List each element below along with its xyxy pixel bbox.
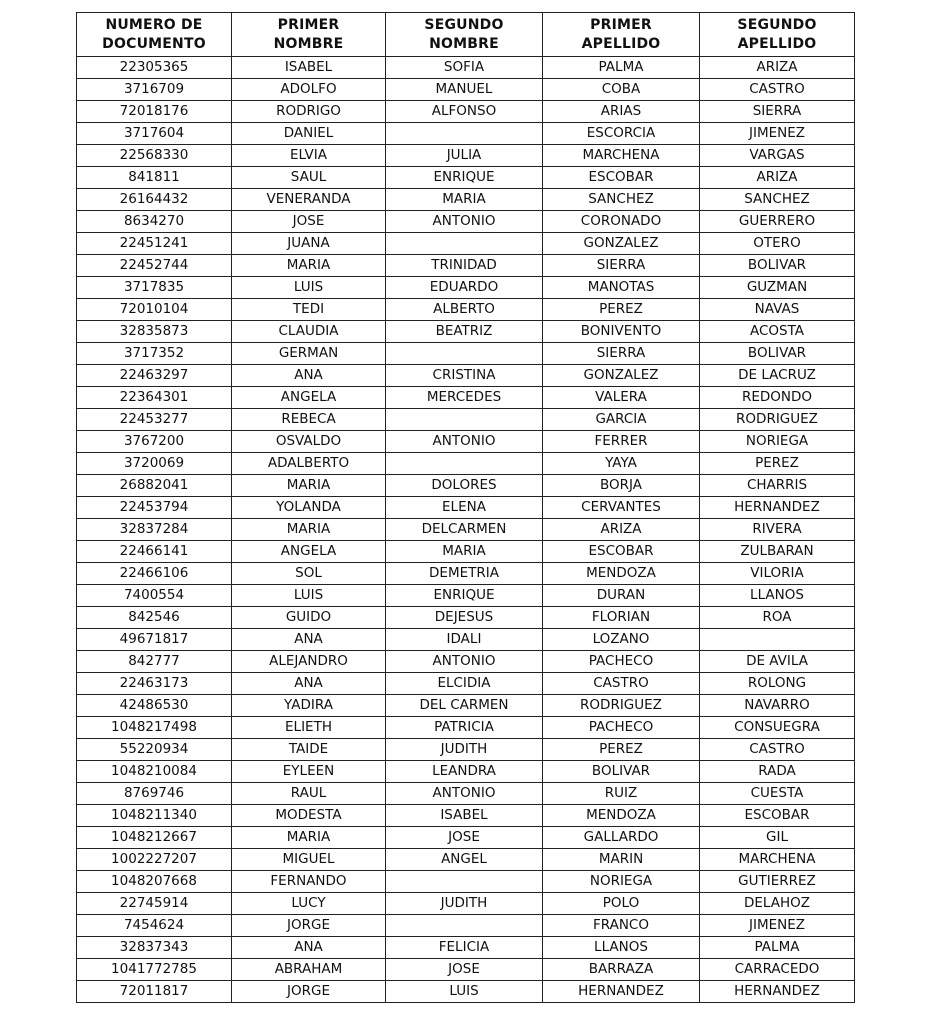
segundo-apellido-cell: GUERRERO xyxy=(700,211,855,233)
table-row xyxy=(77,211,855,233)
primer-apellido-cell: MARIN xyxy=(543,849,700,871)
segundo-apellido-cell: HERNANDEZ xyxy=(700,497,855,519)
numero-documento-cell: 3720069 xyxy=(77,453,232,475)
segundo-apellido-cell: ZULBARAN xyxy=(700,541,855,563)
table-row xyxy=(77,871,855,893)
header-primer-nombre: PRIMER NOMBRE xyxy=(232,13,386,57)
segundo-apellido-cell: NAVARRO xyxy=(700,695,855,717)
numero-documento-cell: 842546 xyxy=(77,607,232,629)
primer-apellido-cell: LOZANO xyxy=(543,629,700,651)
segundo-apellido-cell: RIVERA xyxy=(700,519,855,541)
table-row xyxy=(77,409,855,431)
numero-documento-cell: 3717604 xyxy=(77,123,232,145)
segundo-nombre-cell xyxy=(386,233,543,255)
primer-apellido-cell: CORONADO xyxy=(543,211,700,233)
numero-documento-cell: 22453277 xyxy=(77,409,232,431)
table-row xyxy=(77,299,855,321)
numero-documento-cell: 3767200 xyxy=(77,431,232,453)
primer-apellido-cell: HERNANDEZ xyxy=(543,981,700,1003)
table-row xyxy=(77,277,855,299)
table-header xyxy=(77,13,855,57)
numero-documento-cell: 7400554 xyxy=(77,585,232,607)
table-row xyxy=(77,717,855,739)
segundo-apellido-cell: REDONDO xyxy=(700,387,855,409)
segundo-apellido-cell: PALMA xyxy=(700,937,855,959)
segundo-apellido-cell: CARRACEDO xyxy=(700,959,855,981)
segundo-apellido-cell: RADA xyxy=(700,761,855,783)
primer-apellido-cell: RODRIGUEZ xyxy=(543,695,700,717)
segundo-apellido-cell: LLANOS xyxy=(700,585,855,607)
numero-documento-cell: 55220934 xyxy=(77,739,232,761)
primer-nombre-cell: ANA xyxy=(232,937,386,959)
primer-nombre-cell: CLAUDIA xyxy=(232,321,386,343)
segundo-nombre-cell: EDUARDO xyxy=(386,277,543,299)
table-row xyxy=(77,761,855,783)
primer-apellido-cell: ESCOBAR xyxy=(543,167,700,189)
numero-documento-cell: 22452744 xyxy=(77,255,232,277)
primer-apellido-cell: MENDOZA xyxy=(543,563,700,585)
primer-nombre-cell: MARIA xyxy=(232,827,386,849)
primer-apellido-cell: PEREZ xyxy=(543,739,700,761)
segundo-nombre-cell xyxy=(386,871,543,893)
segundo-nombre-cell: LEANDRA xyxy=(386,761,543,783)
segundo-nombre-cell xyxy=(386,123,543,145)
registry-table xyxy=(76,12,855,1003)
numero-documento-cell: 32835873 xyxy=(77,321,232,343)
segundo-apellido-cell: SANCHEZ xyxy=(700,189,855,211)
numero-documento-cell: 22463173 xyxy=(77,673,232,695)
primer-nombre-cell: ANGELA xyxy=(232,387,386,409)
primer-apellido-cell: SANCHEZ xyxy=(543,189,700,211)
primer-apellido-cell: ARIAS xyxy=(543,101,700,123)
table-row xyxy=(77,585,855,607)
primer-apellido-cell: PEREZ xyxy=(543,299,700,321)
segundo-apellido-cell: ROLONG xyxy=(700,673,855,695)
primer-nombre-cell: ISABEL xyxy=(232,57,386,79)
table-row xyxy=(77,541,855,563)
primer-nombre-cell: MARIA xyxy=(232,519,386,541)
segundo-nombre-cell: ALBERTO xyxy=(386,299,543,321)
segundo-nombre-cell: JOSE xyxy=(386,827,543,849)
primer-nombre-cell: ELIETH xyxy=(232,717,386,739)
segundo-nombre-cell: ANTONIO xyxy=(386,211,543,233)
numero-documento-cell: 22453794 xyxy=(77,497,232,519)
numero-documento-cell: 1041772785 xyxy=(77,959,232,981)
numero-documento-cell: 72010104 xyxy=(77,299,232,321)
table-row xyxy=(77,607,855,629)
primer-nombre-cell: RODRIGO xyxy=(232,101,386,123)
table-row xyxy=(77,937,855,959)
segundo-apellido-cell: GIL xyxy=(700,827,855,849)
primer-apellido-cell: ESCOBAR xyxy=(543,541,700,563)
numero-documento-cell: 1002227207 xyxy=(77,849,232,871)
segundo-nombre-cell: DEJESUS xyxy=(386,607,543,629)
primer-nombre-cell: ABRAHAM xyxy=(232,959,386,981)
table-body xyxy=(77,57,855,1003)
segundo-nombre-cell: JOSE xyxy=(386,959,543,981)
table-row xyxy=(77,123,855,145)
numero-documento-cell: 842777 xyxy=(77,651,232,673)
primer-nombre-cell: FERNANDO xyxy=(232,871,386,893)
segundo-nombre-cell xyxy=(386,409,543,431)
numero-documento-cell: 22463297 xyxy=(77,365,232,387)
segundo-nombre-cell: JUDITH xyxy=(386,739,543,761)
header-segundo-nombre: SEGUNDO NOMBRE xyxy=(386,13,543,57)
numero-documento-cell: 22364301 xyxy=(77,387,232,409)
segundo-apellido-cell: VARGAS xyxy=(700,145,855,167)
segundo-apellido-cell: VILORIA xyxy=(700,563,855,585)
primer-apellido-cell: BORJA xyxy=(543,475,700,497)
segundo-apellido-cell: DE AVILA xyxy=(700,651,855,673)
primer-apellido-cell: RUIZ xyxy=(543,783,700,805)
segundo-apellido-cell: ESCOBAR xyxy=(700,805,855,827)
numero-documento-cell: 3717835 xyxy=(77,277,232,299)
table-row xyxy=(77,167,855,189)
primer-apellido-cell: VALERA xyxy=(543,387,700,409)
table-row xyxy=(77,783,855,805)
segundo-apellido-cell: HERNANDEZ xyxy=(700,981,855,1003)
segundo-apellido-cell: MARCHENA xyxy=(700,849,855,871)
segundo-apellido-cell: DELAHOZ xyxy=(700,893,855,915)
table-row xyxy=(77,673,855,695)
primer-apellido-cell: GONZALEZ xyxy=(543,365,700,387)
primer-nombre-cell: REBECA xyxy=(232,409,386,431)
segundo-apellido-cell: JIMENEZ xyxy=(700,123,855,145)
primer-nombre-cell: MIGUEL xyxy=(232,849,386,871)
segundo-nombre-cell: TRINIDAD xyxy=(386,255,543,277)
primer-apellido-cell: DURAN xyxy=(543,585,700,607)
table-row xyxy=(77,519,855,541)
table-row xyxy=(77,805,855,827)
numero-documento-cell: 22466141 xyxy=(77,541,232,563)
primer-nombre-cell: TAIDE xyxy=(232,739,386,761)
numero-documento-cell: 26882041 xyxy=(77,475,232,497)
numero-documento-cell: 7454624 xyxy=(77,915,232,937)
segundo-apellido-cell: BOLIVAR xyxy=(700,255,855,277)
primer-nombre-cell: JOSE xyxy=(232,211,386,233)
numero-documento-cell: 3717352 xyxy=(77,343,232,365)
primer-nombre-cell: MARIA xyxy=(232,255,386,277)
segundo-apellido-cell: GUZMAN xyxy=(700,277,855,299)
primer-nombre-cell: YADIRA xyxy=(232,695,386,717)
segundo-nombre-cell: MERCEDES xyxy=(386,387,543,409)
numero-documento-cell: 1048211340 xyxy=(77,805,232,827)
primer-nombre-cell: JUANA xyxy=(232,233,386,255)
primer-nombre-cell: MARIA xyxy=(232,475,386,497)
primer-nombre-cell: DANIEL xyxy=(232,123,386,145)
table-row xyxy=(77,849,855,871)
segundo-nombre-cell: MARIA xyxy=(386,189,543,211)
numero-documento-cell: 1048210084 xyxy=(77,761,232,783)
segundo-nombre-cell: ANGEL xyxy=(386,849,543,871)
table-row xyxy=(77,959,855,981)
primer-apellido-cell: FLORIAN xyxy=(543,607,700,629)
table-row xyxy=(77,739,855,761)
primer-apellido-cell: MENDOZA xyxy=(543,805,700,827)
numero-documento-cell: 32837284 xyxy=(77,519,232,541)
table-row xyxy=(77,343,855,365)
table-row xyxy=(77,981,855,1003)
table-row xyxy=(77,365,855,387)
segundo-nombre-cell xyxy=(386,453,543,475)
segundo-nombre-cell: ENRIQUE xyxy=(386,585,543,607)
primer-apellido-cell: PALMA xyxy=(543,57,700,79)
table-row xyxy=(77,497,855,519)
table-row xyxy=(77,255,855,277)
primer-apellido-cell: POLO xyxy=(543,893,700,915)
primer-apellido-cell: GONZALEZ xyxy=(543,233,700,255)
primer-apellido-cell: MARCHENA xyxy=(543,145,700,167)
segundo-nombre-cell xyxy=(386,915,543,937)
primer-nombre-cell: JORGE xyxy=(232,915,386,937)
numero-documento-cell: 32837343 xyxy=(77,937,232,959)
primer-nombre-cell: TEDI xyxy=(232,299,386,321)
segundo-apellido-cell: CHARRIS xyxy=(700,475,855,497)
primer-nombre-cell: LUCY xyxy=(232,893,386,915)
numero-documento-cell: 22568330 xyxy=(77,145,232,167)
table-row xyxy=(77,57,855,79)
primer-apellido-cell: GARCIA xyxy=(543,409,700,431)
numero-documento-cell: 8769746 xyxy=(77,783,232,805)
segundo-nombre-cell: ENRIQUE xyxy=(386,167,543,189)
segundo-apellido-cell: NORIEGA xyxy=(700,431,855,453)
segundo-nombre-cell: MARIA xyxy=(386,541,543,563)
table-row xyxy=(77,145,855,167)
primer-apellido-cell: PACHECO xyxy=(543,651,700,673)
primer-nombre-cell: MODESTA xyxy=(232,805,386,827)
table-row xyxy=(77,827,855,849)
numero-documento-cell: 1048212667 xyxy=(77,827,232,849)
primer-nombre-cell: ELVIA xyxy=(232,145,386,167)
primer-apellido-cell: YAYA xyxy=(543,453,700,475)
segundo-nombre-cell: ANTONIO xyxy=(386,431,543,453)
segundo-apellido-cell: CASTRO xyxy=(700,79,855,101)
segundo-apellido-cell: ACOSTA xyxy=(700,321,855,343)
segundo-apellido-cell: ARIZA xyxy=(700,57,855,79)
segundo-nombre-cell: ALFONSO xyxy=(386,101,543,123)
segundo-nombre-cell: ELENA xyxy=(386,497,543,519)
segundo-nombre-cell: ELCIDIA xyxy=(386,673,543,695)
segundo-apellido-cell: CONSUEGRA xyxy=(700,717,855,739)
table-row xyxy=(77,629,855,651)
primer-apellido-cell: BOLIVAR xyxy=(543,761,700,783)
segundo-nombre-cell: DEMETRIA xyxy=(386,563,543,585)
table-row xyxy=(77,431,855,453)
segundo-apellido-cell xyxy=(700,629,855,651)
segundo-apellido-cell: PEREZ xyxy=(700,453,855,475)
primer-nombre-cell: GERMAN xyxy=(232,343,386,365)
primer-apellido-cell: FRANCO xyxy=(543,915,700,937)
numero-documento-cell: 42486530 xyxy=(77,695,232,717)
numero-documento-cell: 22745914 xyxy=(77,893,232,915)
segundo-apellido-cell: NAVAS xyxy=(700,299,855,321)
segundo-nombre-cell: ANTONIO xyxy=(386,651,543,673)
segundo-nombre-cell: FELICIA xyxy=(386,937,543,959)
segundo-apellido-cell: SIERRA xyxy=(700,101,855,123)
numero-documento-cell: 8634270 xyxy=(77,211,232,233)
primer-nombre-cell: ANA xyxy=(232,365,386,387)
segundo-apellido-cell: CASTRO xyxy=(700,739,855,761)
segundo-nombre-cell: ISABEL xyxy=(386,805,543,827)
segundo-apellido-cell: ROA xyxy=(700,607,855,629)
table-row xyxy=(77,101,855,123)
primer-nombre-cell: ADALBERTO xyxy=(232,453,386,475)
primer-apellido-cell: ESCORCIA xyxy=(543,123,700,145)
numero-documento-cell: 22305365 xyxy=(77,57,232,79)
segundo-apellido-cell: ARIZA xyxy=(700,167,855,189)
segundo-nombre-cell: DELCARMEN xyxy=(386,519,543,541)
primer-nombre-cell: ADOLFO xyxy=(232,79,386,101)
numero-documento-cell: 1048217498 xyxy=(77,717,232,739)
segundo-apellido-cell: GUTIERREZ xyxy=(700,871,855,893)
numero-documento-cell: 841811 xyxy=(77,167,232,189)
segundo-apellido-cell: JIMENEZ xyxy=(700,915,855,937)
primer-nombre-cell: JORGE xyxy=(232,981,386,1003)
primer-apellido-cell: SIERRA xyxy=(543,343,700,365)
table-row xyxy=(77,233,855,255)
primer-nombre-cell: ALEJANDRO xyxy=(232,651,386,673)
header-numero-documento: NUMERO DE DOCUMENTO xyxy=(77,13,232,57)
segundo-nombre-cell: IDALI xyxy=(386,629,543,651)
segundo-apellido-cell: OTERO xyxy=(700,233,855,255)
table-row xyxy=(77,387,855,409)
segundo-nombre-cell: DOLORES xyxy=(386,475,543,497)
table-row xyxy=(77,563,855,585)
primer-nombre-cell: YOLANDA xyxy=(232,497,386,519)
segundo-apellido-cell: RODRIGUEZ xyxy=(700,409,855,431)
primer-apellido-cell: MANOTAS xyxy=(543,277,700,299)
primer-apellido-cell: FERRER xyxy=(543,431,700,453)
primer-nombre-cell: OSVALDO xyxy=(232,431,386,453)
table-row xyxy=(77,189,855,211)
segundo-nombre-cell: JUDITH xyxy=(386,893,543,915)
primer-nombre-cell: ANA xyxy=(232,673,386,695)
table-row xyxy=(77,475,855,497)
numero-documento-cell: 72018176 xyxy=(77,101,232,123)
primer-apellido-cell: BONIVENTO xyxy=(543,321,700,343)
primer-nombre-cell: SOL xyxy=(232,563,386,585)
primer-nombre-cell: VENERANDA xyxy=(232,189,386,211)
table-row xyxy=(77,915,855,937)
segundo-nombre-cell: LUIS xyxy=(386,981,543,1003)
segundo-nombre-cell: ANTONIO xyxy=(386,783,543,805)
primer-nombre-cell: GUIDO xyxy=(232,607,386,629)
header-primer-apellido: PRIMER APELLIDO xyxy=(543,13,700,57)
primer-apellido-cell: CERVANTES xyxy=(543,497,700,519)
segundo-nombre-cell: JULIA xyxy=(386,145,543,167)
table-row xyxy=(77,79,855,101)
numero-documento-cell: 22451241 xyxy=(77,233,232,255)
primer-apellido-cell: SIERRA xyxy=(543,255,700,277)
primer-apellido-cell: ARIZA xyxy=(543,519,700,541)
numero-documento-cell: 72011817 xyxy=(77,981,232,1003)
segundo-apellido-cell: DE LACRUZ xyxy=(700,365,855,387)
segundo-apellido-cell: CUESTA xyxy=(700,783,855,805)
table-row xyxy=(77,651,855,673)
segundo-nombre-cell: CRISTINA xyxy=(386,365,543,387)
segundo-nombre-cell: SOFIA xyxy=(386,57,543,79)
numero-documento-cell: 3716709 xyxy=(77,79,232,101)
segundo-nombre-cell: PATRICIA xyxy=(386,717,543,739)
primer-nombre-cell: RAUL xyxy=(232,783,386,805)
table-row xyxy=(77,695,855,717)
segundo-nombre-cell: MANUEL xyxy=(386,79,543,101)
primer-apellido-cell: NORIEGA xyxy=(543,871,700,893)
table-row xyxy=(77,893,855,915)
primer-nombre-cell: SAUL xyxy=(232,167,386,189)
numero-documento-cell: 26164432 xyxy=(77,189,232,211)
primer-apellido-cell: LLANOS xyxy=(543,937,700,959)
segundo-nombre-cell: DEL CARMEN xyxy=(386,695,543,717)
segundo-nombre-cell: BEATRIZ xyxy=(386,321,543,343)
segundo-nombre-cell xyxy=(386,343,543,365)
numero-documento-cell: 49671817 xyxy=(77,629,232,651)
primer-apellido-cell: GALLARDO xyxy=(543,827,700,849)
primer-apellido-cell: CASTRO xyxy=(543,673,700,695)
primer-apellido-cell: PACHECO xyxy=(543,717,700,739)
header-segundo-apellido: SEGUNDO APELLIDO xyxy=(700,13,855,57)
table-row xyxy=(77,453,855,475)
numero-documento-cell: 22466106 xyxy=(77,563,232,585)
primer-nombre-cell: ANA xyxy=(232,629,386,651)
primer-nombre-cell: LUIS xyxy=(232,277,386,299)
primer-nombre-cell: ANGELA xyxy=(232,541,386,563)
numero-documento-cell: 1048207668 xyxy=(77,871,232,893)
primer-nombre-cell: EYLEEN xyxy=(232,761,386,783)
segundo-apellido-cell: BOLIVAR xyxy=(700,343,855,365)
primer-apellido-cell: COBA xyxy=(543,79,700,101)
primer-nombre-cell: LUIS xyxy=(232,585,386,607)
header-row xyxy=(77,13,855,57)
primer-apellido-cell: BARRAZA xyxy=(543,959,700,981)
table-row xyxy=(77,321,855,343)
